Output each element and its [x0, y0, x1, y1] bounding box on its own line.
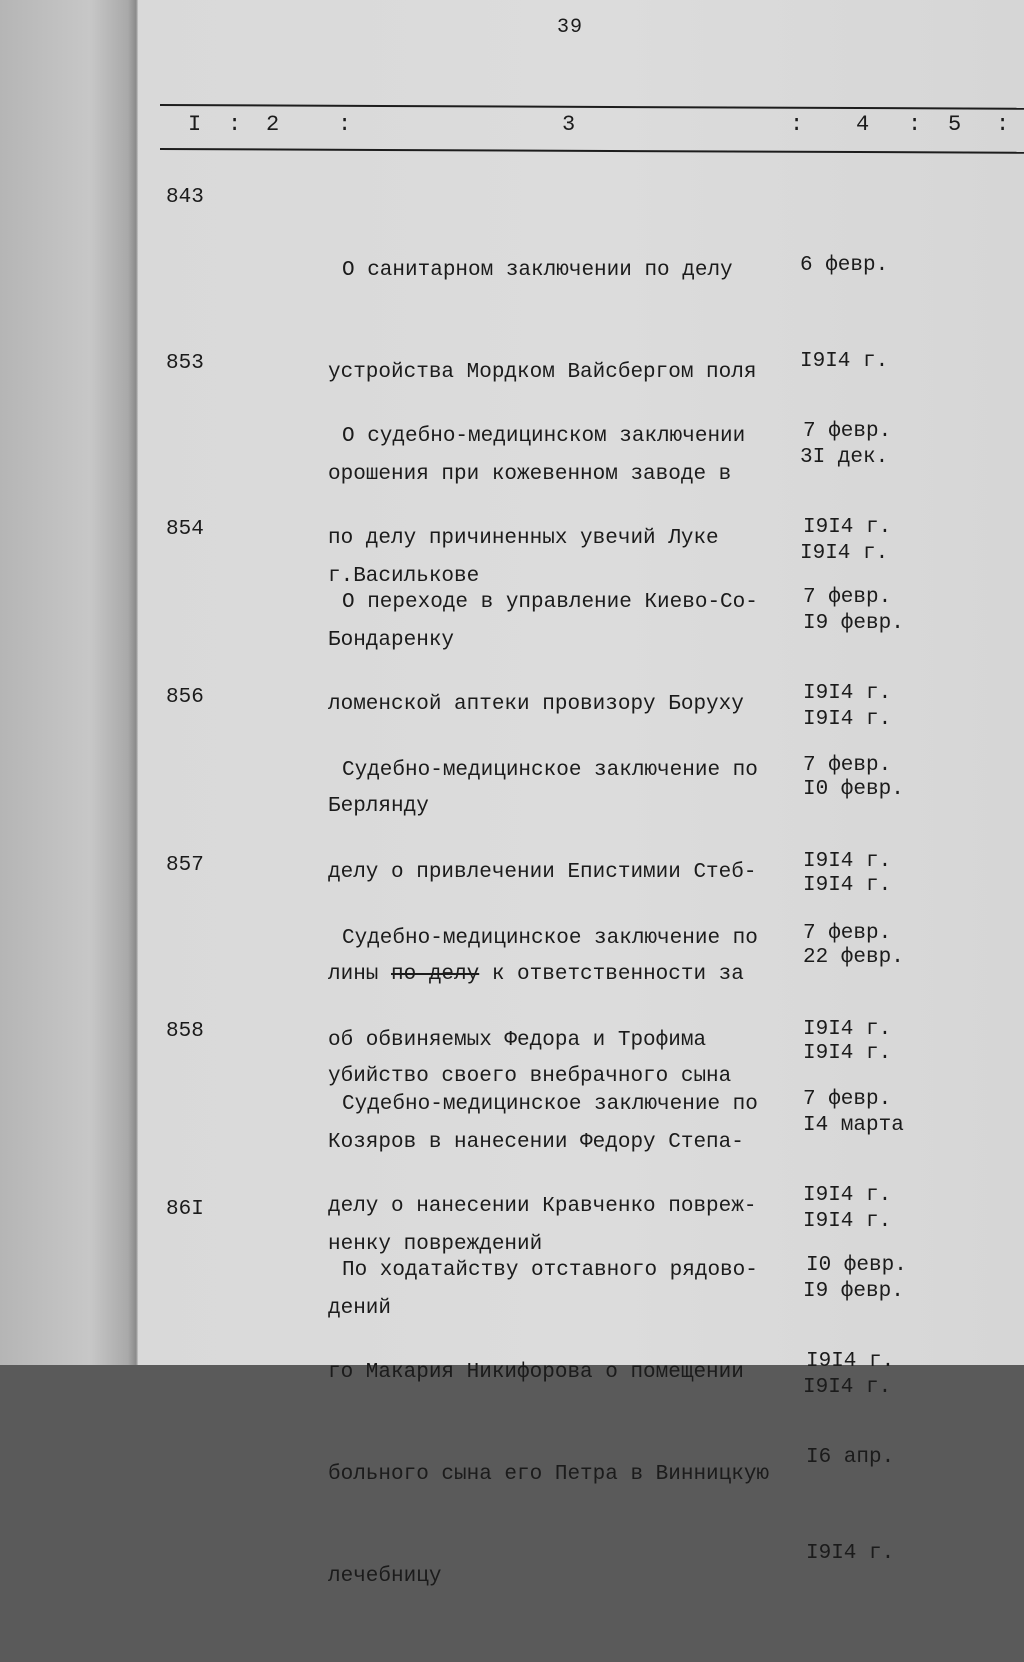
description-line: г.Василькове [328, 565, 480, 588]
date-line: I9 февр. [803, 1280, 904, 1303]
line-prefix: лины [328, 963, 392, 986]
date-line: 7 февр. [803, 1088, 892, 1111]
description-line: Судебно-медицинское заключение по [342, 1093, 758, 1116]
column-header-4: 4 [856, 112, 870, 137]
page-number: 39 [557, 16, 584, 39]
date-line: I0 февр. [803, 778, 904, 801]
description-line: го Макария Никифорова о помещении [328, 1361, 744, 1384]
description-line: О санитарном заключении по делу [342, 259, 733, 282]
description-line: По ходатайству отставного рядово- [342, 1259, 758, 1282]
description-line: Бондаренку [328, 629, 455, 652]
date-line: I9I4 г. [800, 350, 889, 373]
description-line: об обвиняемых Федора и Трофима [328, 1029, 707, 1052]
description-line: Судебно-медицинское заключение по [342, 927, 758, 950]
date-line: 6 февр. [800, 254, 889, 277]
entry-number: 858 [166, 1020, 204, 1043]
header-top-rule [160, 104, 1024, 110]
entry-number: 853 [166, 352, 204, 375]
description-line: Судебно-медицинское заключение по [342, 759, 758, 782]
description-line: О переходе в управление Киево-Со- [342, 591, 758, 614]
struck-text: по делу [391, 963, 480, 986]
column-separator: : [996, 112, 1010, 137]
date-line: I9I4 г. [803, 708, 892, 731]
column-separator: : [908, 112, 922, 137]
date-line: I6 апр. [806, 1446, 895, 1469]
date-line: I9I4 г. [803, 1376, 892, 1399]
description-line: устройства Мордком Вайсбергом поля [328, 361, 757, 384]
description-line: убийство своего внебрачного сына [328, 1065, 732, 1088]
date-line: 7 февр. [803, 754, 892, 777]
description-line: ломенской аптеки провизору Боруху [328, 693, 744, 716]
entry-number: 857 [166, 854, 204, 877]
date-line: I9I4 г. [803, 874, 892, 897]
date-line: I9I4 г. [803, 516, 892, 539]
description-line: по делу причиненных увечий Луке [328, 527, 719, 550]
description-line: ненку повреждений [328, 1233, 543, 1256]
date-line: 7 февр. [803, 922, 892, 945]
column-separator: : [790, 112, 804, 137]
description-line: орошения при кожевенном заводе в [328, 463, 732, 486]
date-line: 7 февр. [803, 420, 892, 443]
date-line: I9I4 г. [803, 850, 892, 873]
date-line: I9I4 г. [803, 1018, 892, 1041]
date-line: I9I4 г. [803, 1042, 892, 1065]
entry-number: 856 [166, 686, 204, 709]
description-line: делу о привлечении Епистимии Стеб- [328, 861, 757, 884]
column-header-5: 5 [948, 112, 962, 137]
date-line: I9 февр. [803, 612, 904, 635]
description-line: лечебницу [328, 1565, 442, 1588]
column-separator: : [338, 112, 352, 137]
header-bottom-rule [160, 148, 1024, 154]
entry-number: 843 [166, 186, 204, 209]
column-separator: : [228, 112, 242, 137]
date-line: 22 февр. [803, 946, 904, 969]
date-line: I9I4 г. [806, 1350, 895, 1373]
date-line: I9I4 г. [800, 542, 889, 565]
date-line: I9I4 г. [803, 682, 892, 705]
column-header-3: 3 [562, 112, 576, 137]
date-line: 7 февр. [803, 586, 892, 609]
date-line: I9I4 г. [803, 1210, 892, 1233]
description-line: дений [328, 1297, 392, 1320]
line-remainder: к ответственности за [491, 963, 744, 986]
date-line: I9I4 г. [803, 1184, 892, 1207]
date-line: I0 февр. [806, 1254, 907, 1277]
column-header-1: I [188, 112, 202, 137]
description-line: О судебно-медицинском заключении [342, 425, 746, 448]
column-header-2: 2 [266, 112, 280, 137]
date-line: I4 марта [803, 1114, 904, 1137]
description-line: делу о нанесении Кравченко повреж- [328, 1195, 757, 1218]
date-line: I9I4 г. [806, 1542, 895, 1565]
description-line: Берлянду [328, 795, 429, 818]
entry-number: 86I [166, 1198, 204, 1221]
description-line: Козяров в нанесении Федору Степа- [328, 1131, 744, 1154]
entry-dates [806, 1186, 926, 1634]
description-line: больного сына его Петра в Винницкую [328, 1463, 770, 1486]
entry-number: 854 [166, 518, 204, 541]
date-line: 3I дек. [800, 446, 889, 469]
book-binding-gutter [0, 0, 138, 1365]
entry-description [328, 1186, 812, 1662]
